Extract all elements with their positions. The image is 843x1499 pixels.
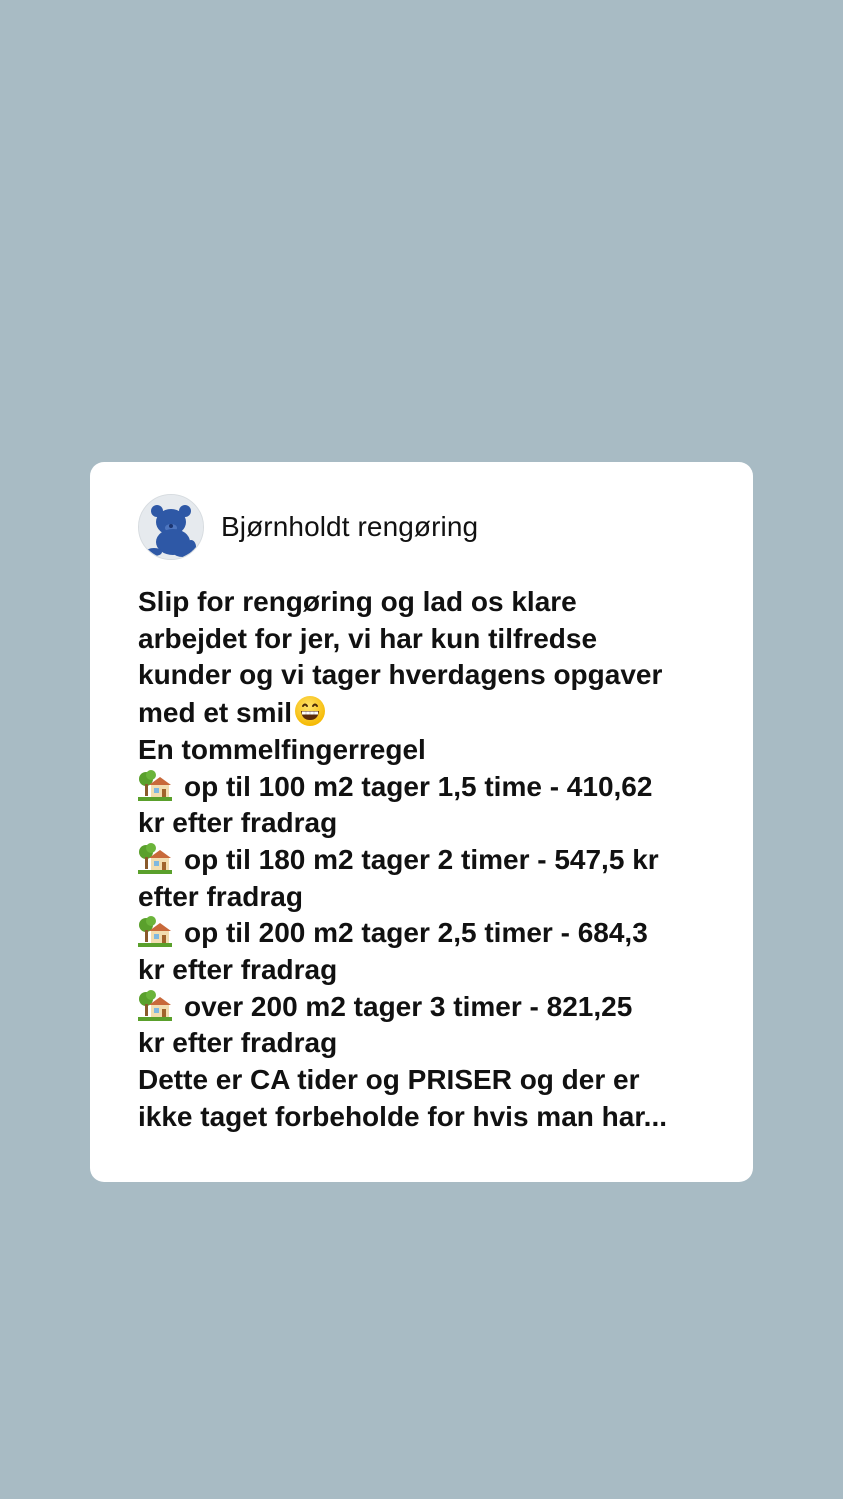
post-line: op til 100 m2 tager 1,5 time - 410,62 [138,769,705,806]
post-line: op til 180 m2 tager 2 timer - 547,5 kr [138,842,705,879]
post-line: kr efter fradrag [138,1027,338,1059]
post-line: op til 200 m2 tager 2,5 timer - 684,3 [138,915,705,952]
post-line: kr efter fradrag [138,954,338,986]
post-line: med et smil [138,694,705,732]
author-name[interactable]: Bjørnholdt rengøring [221,511,479,542]
house-with-garden-icon [138,842,172,874]
post-line-truncated[interactable]: ikke taget forbeholde for hvis man har... [138,1100,668,1132]
house-with-garden-icon [138,989,172,1021]
house-with-garden-icon [138,769,172,801]
post-line: kunder og vi tager hverdagens opgaver [138,659,663,691]
post-line: Dette er CA tider og PRISER og der er [138,1064,640,1096]
post-line: kr efter fradrag [138,807,338,839]
post-line: En tommelfingerregel [138,733,426,765]
post-line: arbejdet for jer, vi har kun tilfredse [138,622,598,654]
post-author[interactable] [138,494,705,560]
post-line: over 200 m2 tager 3 timer - 821,25 [138,989,705,1026]
grinning-face-icon [293,694,327,728]
post-line: Slip for rengøring og lad os klare [138,586,577,617]
post-body [138,584,705,1136]
bear-icon[interactable] [138,494,204,560]
post-card[interactable] [90,462,753,1182]
house-with-garden-icon [138,915,172,947]
post-line: efter fradrag [138,880,303,912]
